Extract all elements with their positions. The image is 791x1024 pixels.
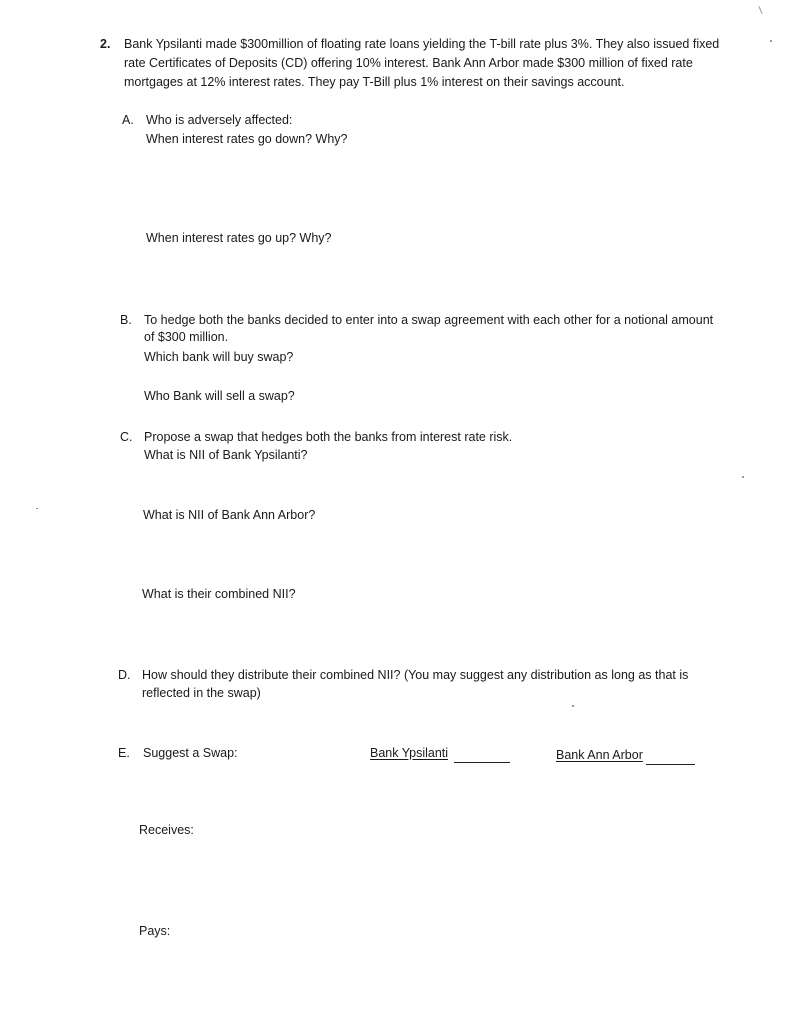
column-rule-ypsilanti: [454, 762, 510, 763]
part-e-prompt: Suggest a Swap:: [143, 746, 238, 760]
intro-line-1: Bank Ypsilanti made $300million of floating rate loans yielding the T-bill rate plus 3%. They also issued fixed: [124, 37, 720, 51]
scan-dot: [36, 508, 38, 509]
part-a-line-3: When interest rates go up? Why?: [146, 231, 332, 245]
part-e-label: E.: [118, 746, 130, 760]
column-header-bank-ann-arbor: Bank Ann Arbor: [556, 748, 643, 762]
part-b-line-2: of $300 million.: [144, 330, 229, 344]
part-a-line-1: Who is adversely affected:: [146, 113, 293, 127]
intro-line-3: mortgages at 12% interest rates. They pay T-Bill plus 1% interest on their savings account.: [124, 75, 625, 89]
part-b-line-4: Who Bank will sell a swap?: [144, 389, 295, 403]
part-b-line-1: To hedge both the banks decided to enter into a swap agreement with each other for a notional amount: [144, 313, 714, 327]
pays-label: Pays:: [139, 924, 171, 938]
scan-dot: [742, 476, 744, 478]
part-c-label: C.: [120, 430, 133, 444]
part-b-line-3: Which bank will buy swap?: [144, 350, 294, 364]
part-a-line-2: When interest rates go down? Why?: [146, 132, 348, 146]
intro-line-2: rate Certificates of Deposits (CD) offering 10% interest. Bank Ann Arbor made $300 million of fixed rate: [124, 56, 693, 70]
scan-dot: [770, 40, 772, 42]
scan-mark: [758, 6, 762, 14]
scan-dot: [572, 705, 574, 707]
part-b-label: B.: [120, 313, 132, 327]
part-c-line-4: What is their combined NII?: [142, 587, 296, 601]
part-c-line-3: What is NII of Bank Ann Arbor?: [143, 508, 316, 522]
part-d-label: D.: [118, 668, 131, 682]
column-rule-ann-arbor: [646, 764, 695, 765]
receives-label: Receives:: [139, 823, 194, 837]
part-c-line-1: Propose a swap that hedges both the banks from interest rate risk.: [144, 430, 513, 444]
part-d-line-2: reflected in the swap): [142, 686, 261, 700]
part-d-line-1: How should they distribute their combined NII? (You may suggest any distribution as long as that is: [142, 668, 689, 682]
part-c-line-2: What is NII of Bank Ypsilanti?: [144, 448, 308, 462]
column-header-bank-ypsilanti: Bank Ypsilanti: [370, 746, 449, 760]
question-number: 2.: [100, 37, 111, 51]
part-a-label: A.: [122, 113, 134, 127]
